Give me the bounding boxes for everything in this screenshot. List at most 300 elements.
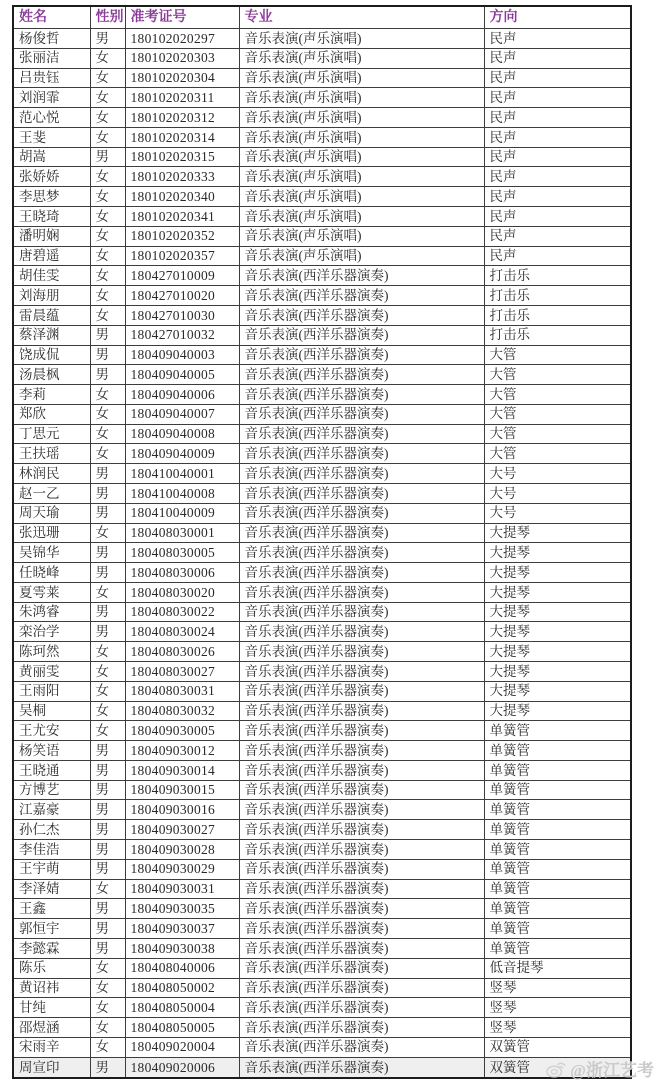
cell-exam-id: 180408050004: [125, 998, 239, 1018]
cell-major: 音乐表演(西洋乐器演奏): [239, 642, 484, 662]
cell-major: 音乐表演(声乐演唱): [239, 48, 484, 68]
cell-exam-id: 180409030037: [125, 919, 239, 939]
table-row: [13, 978, 631, 998]
cell-direction: 竖琴: [484, 998, 631, 1018]
header-gender: 性别: [90, 6, 125, 29]
cell-gender: 男: [90, 365, 125, 385]
cell-name: 方博艺: [13, 780, 90, 800]
cell-name: 丁思元: [13, 424, 90, 444]
cell-gender: 女: [90, 108, 125, 128]
cell-direction: 单簧管: [484, 879, 631, 899]
cell-major: 音乐表演(西洋乐器演奏): [239, 622, 484, 642]
cell-name: 王扶瑶: [13, 444, 90, 464]
table-row: [13, 760, 631, 780]
table-row: [13, 464, 631, 484]
cell-name: 陈珂然: [13, 642, 90, 662]
header-major: 专业: [239, 6, 484, 29]
cell-exam-id: 180102020357: [125, 246, 239, 266]
cell-major: 音乐表演(声乐演唱): [239, 127, 484, 147]
cell-gender: 女: [90, 1018, 125, 1038]
cell-name: 刘润霏: [13, 88, 90, 108]
cell-exam-id: 180102020303: [125, 48, 239, 68]
cell-major: 音乐表演(西洋乐器演奏): [239, 978, 484, 998]
cell-direction: 民声: [484, 226, 631, 246]
table-row: [13, 563, 631, 583]
table-row: [13, 187, 631, 207]
cell-gender: 男: [90, 938, 125, 958]
table-row: [13, 602, 631, 622]
table-row: [13, 404, 631, 424]
cell-exam-id: 180409030031: [125, 879, 239, 899]
cell-name: 雷晨蕴: [13, 305, 90, 325]
cell-exam-id: 180409030005: [125, 721, 239, 741]
cell-name: 蔡泽渊: [13, 325, 90, 345]
cell-name: 王鑫: [13, 899, 90, 919]
cell-major: 音乐表演(西洋乐器演奏): [239, 800, 484, 820]
cell-direction: 单簧管: [484, 899, 631, 919]
cell-name: 孙仁杰: [13, 820, 90, 840]
cell-major: 音乐表演(西洋乐器演奏): [239, 1037, 484, 1057]
cell-gender: 女: [90, 167, 125, 187]
cell-name: 甘纯: [13, 998, 90, 1018]
cell-exam-id: 180409030038: [125, 938, 239, 958]
cell-major: 音乐表演(西洋乐器演奏): [239, 840, 484, 860]
cell-major: 音乐表演(西洋乐器演奏): [239, 602, 484, 622]
table-row: [13, 741, 631, 761]
cell-name: 李思梦: [13, 187, 90, 207]
cell-major: 音乐表演(声乐演唱): [239, 226, 484, 246]
cell-gender: 男: [90, 543, 125, 563]
cell-gender: 女: [90, 582, 125, 602]
cell-direction: 民声: [484, 88, 631, 108]
cell-direction: 大提琴: [484, 563, 631, 583]
cell-major: 音乐表演(西洋乐器演奏): [239, 404, 484, 424]
cell-exam-id: 180408030001: [125, 523, 239, 543]
cell-major: 音乐表演(西洋乐器演奏): [239, 879, 484, 899]
cell-exam-id: 180427010009: [125, 266, 239, 286]
cell-exam-id: 180102020341: [125, 207, 239, 227]
cell-direction: 单簧管: [484, 760, 631, 780]
cell-major: 音乐表演(西洋乐器演奏): [239, 820, 484, 840]
cell-name: 周宣印: [13, 1057, 90, 1078]
cell-direction: 打击乐: [484, 266, 631, 286]
cell-direction: 大提琴: [484, 642, 631, 662]
cell-direction: 大管: [484, 345, 631, 365]
cell-gender: 男: [90, 147, 125, 167]
cell-exam-id: 180427010032: [125, 325, 239, 345]
cell-exam-id: 180409030015: [125, 780, 239, 800]
cell-exam-id: 180102020315: [125, 147, 239, 167]
cell-exam-id: 180409040008: [125, 424, 239, 444]
cell-exam-id: 180409040006: [125, 385, 239, 405]
table-row: [13, 938, 631, 958]
table-row: [13, 899, 631, 919]
table-row: [13, 127, 631, 147]
cell-name: 张丽洁: [13, 48, 90, 68]
cell-gender: 女: [90, 207, 125, 227]
cell-gender: 女: [90, 701, 125, 721]
cell-major: 音乐表演(西洋乐器演奏): [239, 266, 484, 286]
cell-exam-id: 180409030035: [125, 899, 239, 919]
cell-gender: 男: [90, 345, 125, 365]
cell-major: 音乐表演(西洋乐器演奏): [239, 958, 484, 978]
cell-major: 音乐表演(西洋乐器演奏): [239, 385, 484, 405]
cell-direction: 大号: [484, 464, 631, 484]
cell-major: 音乐表演(西洋乐器演奏): [239, 483, 484, 503]
cell-name: 王尤安: [13, 721, 90, 741]
cell-direction: 民声: [484, 108, 631, 128]
cell-direction: 民声: [484, 246, 631, 266]
cell-direction: 民声: [484, 127, 631, 147]
cell-gender: 女: [90, 424, 125, 444]
cell-gender: 男: [90, 741, 125, 761]
cell-exam-id: 180102020297: [125, 29, 239, 49]
table-row: [13, 840, 631, 860]
cell-gender: 女: [90, 404, 125, 424]
cell-major: 音乐表演(声乐演唱): [239, 29, 484, 49]
cell-exam-id: 180409040005: [125, 365, 239, 385]
cell-name: 唐碧遥: [13, 246, 90, 266]
cell-exam-id: 180409030028: [125, 840, 239, 860]
cell-direction: 民声: [484, 68, 631, 88]
table-row: [13, 503, 631, 523]
table-row: [13, 1018, 631, 1038]
cell-name: 杨笑语: [13, 741, 90, 761]
cell-name: 邵煜涵: [13, 1018, 90, 1038]
cell-direction: 单簧管: [484, 919, 631, 939]
cell-exam-id: 180408030026: [125, 642, 239, 662]
cell-gender: 女: [90, 385, 125, 405]
cell-direction: 大管: [484, 444, 631, 464]
cell-exam-id: 180409040003: [125, 345, 239, 365]
cell-name: 李泽婧: [13, 879, 90, 899]
cell-name: 胡佳雯: [13, 266, 90, 286]
cell-exam-id: 180409040007: [125, 404, 239, 424]
cell-gender: 男: [90, 820, 125, 840]
cell-major: 音乐表演(西洋乐器演奏): [239, 286, 484, 306]
cell-exam-id: 180410040009: [125, 503, 239, 523]
cell-gender: 女: [90, 127, 125, 147]
cell-name: 王斐: [13, 127, 90, 147]
cell-major: 音乐表演(声乐演唱): [239, 88, 484, 108]
cell-gender: 男: [90, 1057, 125, 1078]
cell-direction: 大管: [484, 365, 631, 385]
table-row: [13, 167, 631, 187]
table-row: [13, 246, 631, 266]
cell-major: 音乐表演(西洋乐器演奏): [239, 919, 484, 939]
header-row: [13, 6, 631, 29]
cell-gender: 女: [90, 48, 125, 68]
cell-name: 夏雩莱: [13, 582, 90, 602]
table-row: [13, 147, 631, 167]
cell-major: 音乐表演(西洋乐器演奏): [239, 721, 484, 741]
cell-name: 江嘉豪: [13, 800, 90, 820]
cell-name: 汤晨枫: [13, 365, 90, 385]
cell-name: 郭恒宇: [13, 919, 90, 939]
table-row: [13, 523, 631, 543]
cell-name: 陈乐: [13, 958, 90, 978]
cell-major: 音乐表演(声乐演唱): [239, 147, 484, 167]
cell-gender: 女: [90, 721, 125, 741]
cell-direction: 大提琴: [484, 622, 631, 642]
cell-gender: 女: [90, 879, 125, 899]
cell-direction: 单簧管: [484, 840, 631, 860]
cell-exam-id: 180102020304: [125, 68, 239, 88]
cell-direction: 单簧管: [484, 938, 631, 958]
cell-direction: 单簧管: [484, 721, 631, 741]
cell-gender: 男: [90, 760, 125, 780]
cell-direction: 打击乐: [484, 286, 631, 306]
header-name: 姓名: [13, 6, 90, 29]
table-row: [13, 345, 631, 365]
cell-gender: 男: [90, 464, 125, 484]
cell-direction: 打击乐: [484, 305, 631, 325]
cell-name: 周天瑜: [13, 503, 90, 523]
cell-major: 音乐表演(西洋乐器演奏): [239, 760, 484, 780]
cell-gender: 女: [90, 642, 125, 662]
cell-name: 栾治学: [13, 622, 90, 642]
cell-gender: 男: [90, 859, 125, 879]
cell-name: 范心悦: [13, 108, 90, 128]
table-row: [13, 958, 631, 978]
cell-name: 任晓峰: [13, 563, 90, 583]
cell-exam-id: 180102020340: [125, 187, 239, 207]
table-row: [13, 701, 631, 721]
cell-direction: 大号: [484, 483, 631, 503]
cell-name: 李莉: [13, 385, 90, 405]
cell-gender: 男: [90, 840, 125, 860]
cell-direction: 民声: [484, 29, 631, 49]
cell-exam-id: 180102020312: [125, 108, 239, 128]
cell-exam-id: 180409030029: [125, 859, 239, 879]
cell-direction: 单簧管: [484, 741, 631, 761]
cell-name: 吴桐: [13, 701, 90, 721]
cell-direction: 民声: [484, 207, 631, 227]
cell-name: 赵一乙: [13, 483, 90, 503]
cell-name: 张娇娇: [13, 167, 90, 187]
cell-name: 吴锦华: [13, 543, 90, 563]
cell-major: 音乐表演(西洋乐器演奏): [239, 938, 484, 958]
cell-name: 朱鸿睿: [13, 602, 90, 622]
cell-major: 音乐表演(西洋乐器演奏): [239, 365, 484, 385]
cell-major: 音乐表演(西洋乐器演奏): [239, 780, 484, 800]
cell-exam-id: 180102020311: [125, 88, 239, 108]
cell-gender: 男: [90, 780, 125, 800]
cell-gender: 女: [90, 286, 125, 306]
cell-direction: 民声: [484, 147, 631, 167]
cell-exam-id: 180408030006: [125, 563, 239, 583]
cell-name: 潘明娴: [13, 226, 90, 246]
cell-direction: 大号: [484, 503, 631, 523]
table-row: [13, 800, 631, 820]
table-row: [13, 859, 631, 879]
cell-major: 音乐表演(西洋乐器演奏): [239, 424, 484, 444]
cell-name: 杨俊哲: [13, 29, 90, 49]
cell-exam-id: 180408030024: [125, 622, 239, 642]
cell-direction: 大管: [484, 404, 631, 424]
header-exam-id: 准考证号: [125, 6, 239, 29]
cell-gender: 女: [90, 246, 125, 266]
cell-direction: 大提琴: [484, 701, 631, 721]
cell-direction: 大管: [484, 385, 631, 405]
admission-table-wrap: [12, 5, 632, 1079]
cell-name: 郑欣: [13, 404, 90, 424]
cell-exam-id: 180102020352: [125, 226, 239, 246]
cell-gender: 男: [90, 919, 125, 939]
cell-major: 音乐表演(西洋乐器演奏): [239, 701, 484, 721]
cell-major: 音乐表演(声乐演唱): [239, 187, 484, 207]
cell-name: 王晓通: [13, 760, 90, 780]
cell-major: 音乐表演(声乐演唱): [239, 68, 484, 88]
cell-major: 音乐表演(西洋乐器演奏): [239, 681, 484, 701]
cell-gender: 男: [90, 325, 125, 345]
cell-direction: 大提琴: [484, 602, 631, 622]
table-row: [13, 48, 631, 68]
cell-name: 张迅珊: [13, 523, 90, 543]
table-body: [13, 29, 631, 1079]
table-row: [13, 582, 631, 602]
cell-direction: 大提琴: [484, 523, 631, 543]
admission-table: [12, 5, 632, 1079]
cell-exam-id: 180408030031: [125, 681, 239, 701]
cell-direction: 民声: [484, 48, 631, 68]
cell-major: 音乐表演(西洋乐器演奏): [239, 444, 484, 464]
cell-name: 饶成侃: [13, 345, 90, 365]
cell-exam-id: 180408050005: [125, 1018, 239, 1038]
cell-gender: 男: [90, 899, 125, 919]
cell-name: 黄诏祎: [13, 978, 90, 998]
table-row: [13, 998, 631, 1018]
cell-name: 黄丽雯: [13, 662, 90, 682]
cell-exam-id: 180409030014: [125, 760, 239, 780]
cell-major: 音乐表演(西洋乐器演奏): [239, 503, 484, 523]
table-row: [13, 68, 631, 88]
table-row: [13, 444, 631, 464]
cell-gender: 女: [90, 266, 125, 286]
cell-exam-id: 180408030027: [125, 662, 239, 682]
cell-gender: 女: [90, 978, 125, 998]
cell-name: 林润民: [13, 464, 90, 484]
cell-major: 音乐表演(西洋乐器演奏): [239, 523, 484, 543]
cell-exam-id: 180408030032: [125, 701, 239, 721]
cell-direction: 单簧管: [484, 780, 631, 800]
cell-gender: 女: [90, 187, 125, 207]
table-row: [13, 266, 631, 286]
cell-name: 李懿霖: [13, 938, 90, 958]
cell-exam-id: 180427010020: [125, 286, 239, 306]
cell-major: 音乐表演(声乐演唱): [239, 207, 484, 227]
cell-exam-id: 180408050002: [125, 978, 239, 998]
table-row: [13, 325, 631, 345]
cell-gender: 男: [90, 503, 125, 523]
cell-gender: 女: [90, 88, 125, 108]
cell-gender: 女: [90, 523, 125, 543]
cell-direction: 单簧管: [484, 859, 631, 879]
table-row: [13, 721, 631, 741]
cell-gender: 男: [90, 622, 125, 642]
cell-major: 音乐表演(西洋乐器演奏): [239, 563, 484, 583]
cell-direction: 低音提琴: [484, 958, 631, 978]
cell-exam-id: 180408030020: [125, 582, 239, 602]
cell-name: 王宇萌: [13, 859, 90, 879]
cell-direction: 大提琴: [484, 543, 631, 563]
cell-exam-id: 180427010030: [125, 305, 239, 325]
cell-exam-id: 180410040001: [125, 464, 239, 484]
cell-name: 李佳浩: [13, 840, 90, 860]
cell-direction: 竖琴: [484, 1018, 631, 1038]
cell-gender: 女: [90, 998, 125, 1018]
table-row: [13, 642, 631, 662]
table-row: [13, 88, 631, 108]
cell-direction: 大提琴: [484, 582, 631, 602]
cell-major: 音乐表演(西洋乐器演奏): [239, 582, 484, 602]
table-header: [13, 6, 631, 29]
cell-exam-id: 180409030027: [125, 820, 239, 840]
table-row: [13, 365, 631, 385]
table-row: [13, 919, 631, 939]
cell-name: 王雨阳: [13, 681, 90, 701]
cell-exam-id: 180408030005: [125, 543, 239, 563]
cell-major: 音乐表演(西洋乐器演奏): [239, 543, 484, 563]
cell-exam-id: 180409030016: [125, 800, 239, 820]
cell-exam-id: 180102020333: [125, 167, 239, 187]
cell-name: 王晓琦: [13, 207, 90, 227]
cell-name: 宋雨辛: [13, 1037, 90, 1057]
cell-direction: 单簧管: [484, 820, 631, 840]
watermark-text: @浙江艺考: [570, 1061, 654, 1080]
table-row: [13, 1057, 631, 1078]
cell-gender: 女: [90, 226, 125, 246]
table-row: [13, 1037, 631, 1057]
cell-major: 音乐表演(西洋乐器演奏): [239, 998, 484, 1018]
table-row: [13, 681, 631, 701]
table-row: [13, 385, 631, 405]
cell-major: 音乐表演(西洋乐器演奏): [239, 1057, 484, 1078]
table-row: [13, 207, 631, 227]
cell-major: 音乐表演(声乐演唱): [239, 108, 484, 128]
cell-direction: 大提琴: [484, 681, 631, 701]
header-direction: 方向: [484, 6, 631, 29]
cell-major: 音乐表演(西洋乐器演奏): [239, 741, 484, 761]
cell-direction: 民声: [484, 187, 631, 207]
cell-exam-id: 180409020004: [125, 1037, 239, 1057]
cell-major: 音乐表演(西洋乐器演奏): [239, 325, 484, 345]
cell-gender: 女: [90, 444, 125, 464]
cell-gender: 女: [90, 305, 125, 325]
cell-gender: 男: [90, 602, 125, 622]
cell-gender: 男: [90, 563, 125, 583]
cell-direction: 大提琴: [484, 662, 631, 682]
cell-major: 音乐表演(西洋乐器演奏): [239, 305, 484, 325]
table-row: [13, 622, 631, 642]
cell-gender: 男: [90, 483, 125, 503]
table-row: [13, 662, 631, 682]
cell-direction: 单簧管: [484, 800, 631, 820]
cell-major: 音乐表演(声乐演唱): [239, 167, 484, 187]
cell-name: 刘海朋: [13, 286, 90, 306]
cell-direction: 竖琴: [484, 978, 631, 998]
cell-name: 吕贵钰: [13, 68, 90, 88]
cell-exam-id: 180102020314: [125, 127, 239, 147]
cell-direction: 打击乐: [484, 325, 631, 345]
cell-major: 音乐表演(西洋乐器演奏): [239, 1018, 484, 1038]
cell-major: 音乐表演(西洋乐器演奏): [239, 899, 484, 919]
cell-exam-id: 180408040006: [125, 958, 239, 978]
cell-major: 音乐表演(西洋乐器演奏): [239, 345, 484, 365]
cell-direction: 大管: [484, 424, 631, 444]
cell-major: 音乐表演(西洋乐器演奏): [239, 464, 484, 484]
table-row: [13, 424, 631, 444]
